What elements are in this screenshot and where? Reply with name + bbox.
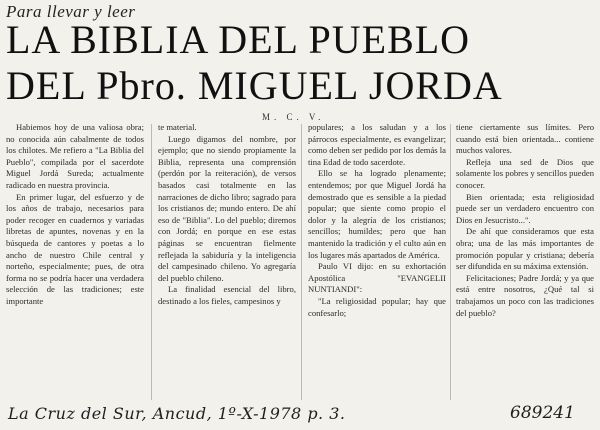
- paragraph: En primer lugar, del esfuerzo y de los años de trabajo, necesarios para poder recoger en cuadernos y variadas libretas de apuntes, novenas y en la búsqueda de cantores y poetas a lo ancho de nuestro Chile central y norteño, especialmente; pues, de otra forma no se podría hacer una verdadera selección de las tradiciones; este importante: [6, 191, 144, 306]
- paragraph: Ello se ha logrado plenamente; entendemos; por que Miguel Jordá ha demostrado que es sensible a la piedad popular; que siente como propio el dolor y la alegría de los cristianos; sencillos; humildes; pero que han mantenido la tradición y el culto aún en los lugares más apartados de América.: [308, 168, 446, 260]
- author-initials: M. C. V.: [262, 112, 325, 122]
- column-divider: [151, 124, 152, 400]
- headline-line-2: DEL Pbro. MIGUEL JORDA: [6, 63, 503, 108]
- paragraph: Paulo VI dijo: en su exhortación Apostólica "EVANGELII NUNTIANDI":: [308, 261, 446, 295]
- paragraph: tiene ciertamente sus límites. Pero cuando está bien orientada... contiene muchos valores.: [456, 122, 594, 156]
- accession-number: 689241: [510, 403, 575, 423]
- article-column-1: [6, 122, 144, 308]
- paragraph: Habiemos hoy de una valiosa obra; no conocida aún cabalmente de todos los chilotes. Me refiero a "La Biblia del Pueblo", compilada por el sacerdote Miguel Jordá Sureda; actualmente radicado en nuestra provincia.: [6, 122, 144, 190]
- paragraph: Refleja una sed de Dios que solamente los pobres y sencillos pueden conocer.: [456, 156, 594, 190]
- paragraph: Felicitaciones; Padre Jordá; y ya que está entre nosotros, ¿Qué tal si trabajamos un poco con las tradiciones del pueblo?: [456, 272, 594, 318]
- paragraph: De ahí que consideramos que esta obra; una de las más importantes de promoción popular y cristiana; debería ser difundida en su máxima extensión.: [456, 226, 594, 272]
- paragraph: "La religiosidad popular; hay que confesarlo;: [308, 295, 446, 318]
- paragraph: Bien orientada; esta religiosidad puede ser un verdadero encuentro con Dios en Jesucristo...".: [456, 191, 594, 225]
- paragraph: te material.: [158, 122, 197, 132]
- source-citation-handwritten: La Cruz del Sur, Ancud, 1º-X-1978 p. 3.: [8, 404, 346, 423]
- paragraph: populares; a los saludan y a los párrocos especialmente, es evangelizar; como deben ser pedido por los demás la tina Edad de todo sacerdote.: [308, 122, 446, 167]
- headline-line-1: LA BIBLIA DEL PUEBLO: [6, 17, 471, 62]
- column-divider: [450, 124, 451, 400]
- article-column-2: [158, 122, 296, 308]
- column-divider: [301, 124, 302, 400]
- paragraph: La finalidad esencial del libro, destinado a los fieles, campesinos y: [158, 284, 296, 306]
- article-kicker: Para llevar y leer: [6, 2, 136, 21]
- article-column-4: [456, 122, 594, 319]
- article-column-3: [308, 122, 446, 319]
- paragraph: Luego digamos del nombre, por ejemplo; que no siendo propiamente la Biblia, representa una comprensión (perdón por la reiteración), de versos basados casi totalmente en las narraciones de dicho libro; sagrado para los cristianos de; mundo entero. De ahí eso de "Biblia". Lo del pueblo; diremos con Jordá; en porque en ese estas páginas se encuentran fielmente reflejada la sabiduría y la inteligencia del campesinado chileno. Yo agregaría del pueblo chileno.: [158, 133, 296, 283]
